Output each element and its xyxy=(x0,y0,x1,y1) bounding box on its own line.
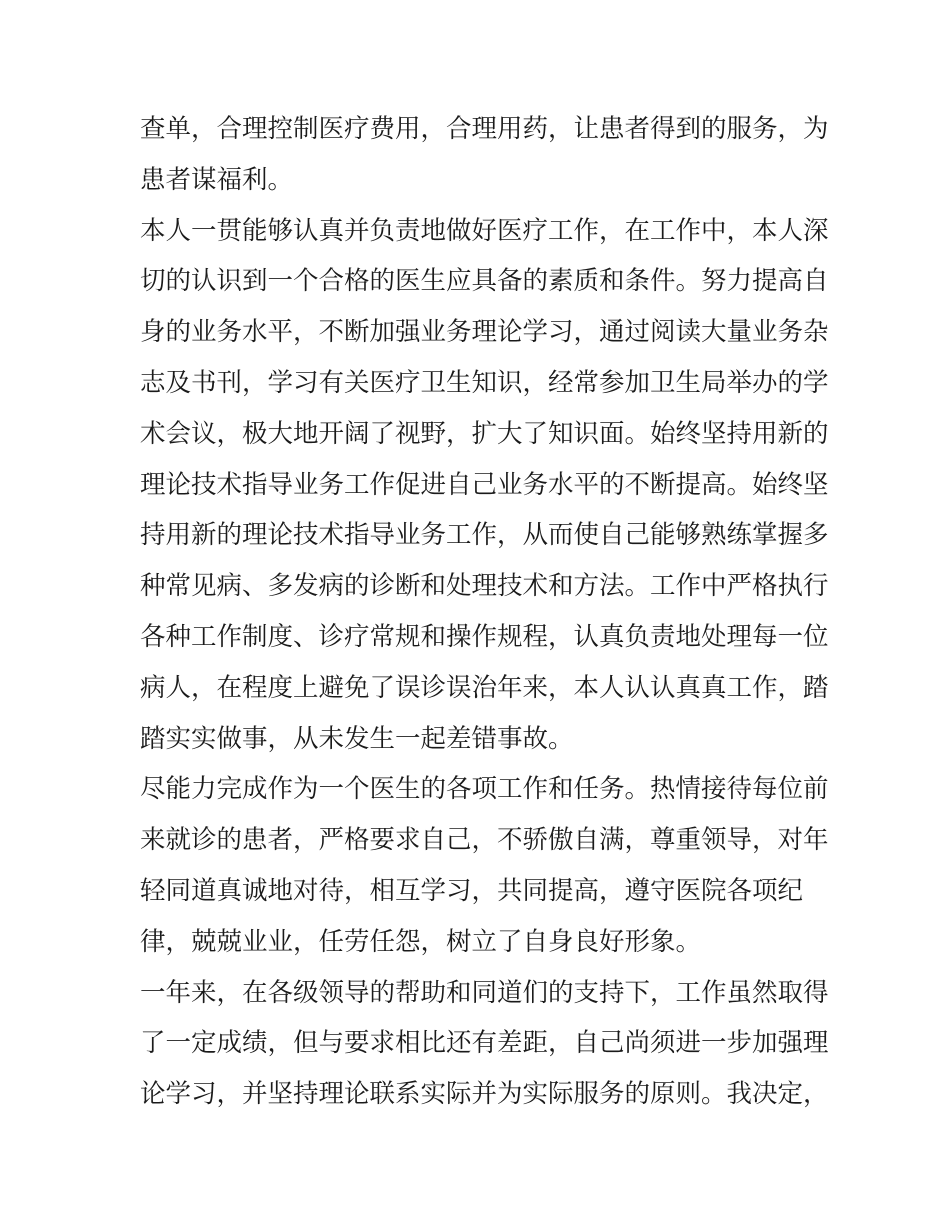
text-line: 论学习，并坚持理论联系实际并为实际服务的原则。我决定， xyxy=(140,1079,829,1110)
text-line: 律，兢兢业业，任劳任怨，树立了自身良好形象。 xyxy=(140,926,702,957)
text-line: 切的认识到一个合格的医生应具备的素质和条件。努力提高自 xyxy=(140,266,829,297)
text-line: 持用新的理论技术指导业务工作，从而使自己能够熟练掌握多 xyxy=(140,520,829,551)
text-line: 查单，合理控制医疗费用，合理用药，让患者得到的服务，为 xyxy=(140,114,829,144)
text-line: 了一定成绩，但与要求相比还有差距，自己尚须进一步加强理 xyxy=(140,1028,829,1059)
text-line: 身的业务水平，不断加强业务理论学习，通过阅读大量业务杂 xyxy=(140,317,829,348)
text-line: 病人，在程度上避免了误诊误治年来，本人认认真真工作，踏 xyxy=(140,672,829,703)
text-line: 一年来，在各级领导的帮助和同道们的支持下，工作虽然取得 xyxy=(140,977,829,1008)
text-line: 各种工作制度、诊疗常规和操作规程，认真负责地处理每一位 xyxy=(140,621,829,652)
text-line: 尽能力完成作为一个医生的各项工作和任务。热情接待每位前 xyxy=(140,774,829,805)
text-line: 术会议，极大地开阔了视野，扩大了知识面。始终坚持用新的 xyxy=(140,418,829,449)
text-line: 患者谋福利。 xyxy=(140,164,294,195)
text-line: 来就诊的患者，严格要求自己，不骄傲自满，尊重领导，对年 xyxy=(140,825,829,856)
text-line: 本人一贯能够认真并负责地做好医疗工作，在工作中，本人深 xyxy=(140,215,829,246)
text-line: 理论技术指导业务工作促进自己业务水平的不断提高。始终坚 xyxy=(140,469,829,500)
text-line: 踏实实做事，从未发生一起差错事故。 xyxy=(140,723,574,754)
body-text xyxy=(140,104,840,1120)
text-line: 志及书刊，学习有关医疗卫生知识，经常参加卫生局举办的学 xyxy=(140,367,829,398)
text-line: 轻同道真诚地对待，相互学习，共同提高，遵守医院各项纪 xyxy=(140,875,804,906)
text-line: 种常见病、多发病的诊断和处理技术和方法。工作中严格执行 xyxy=(140,571,829,602)
